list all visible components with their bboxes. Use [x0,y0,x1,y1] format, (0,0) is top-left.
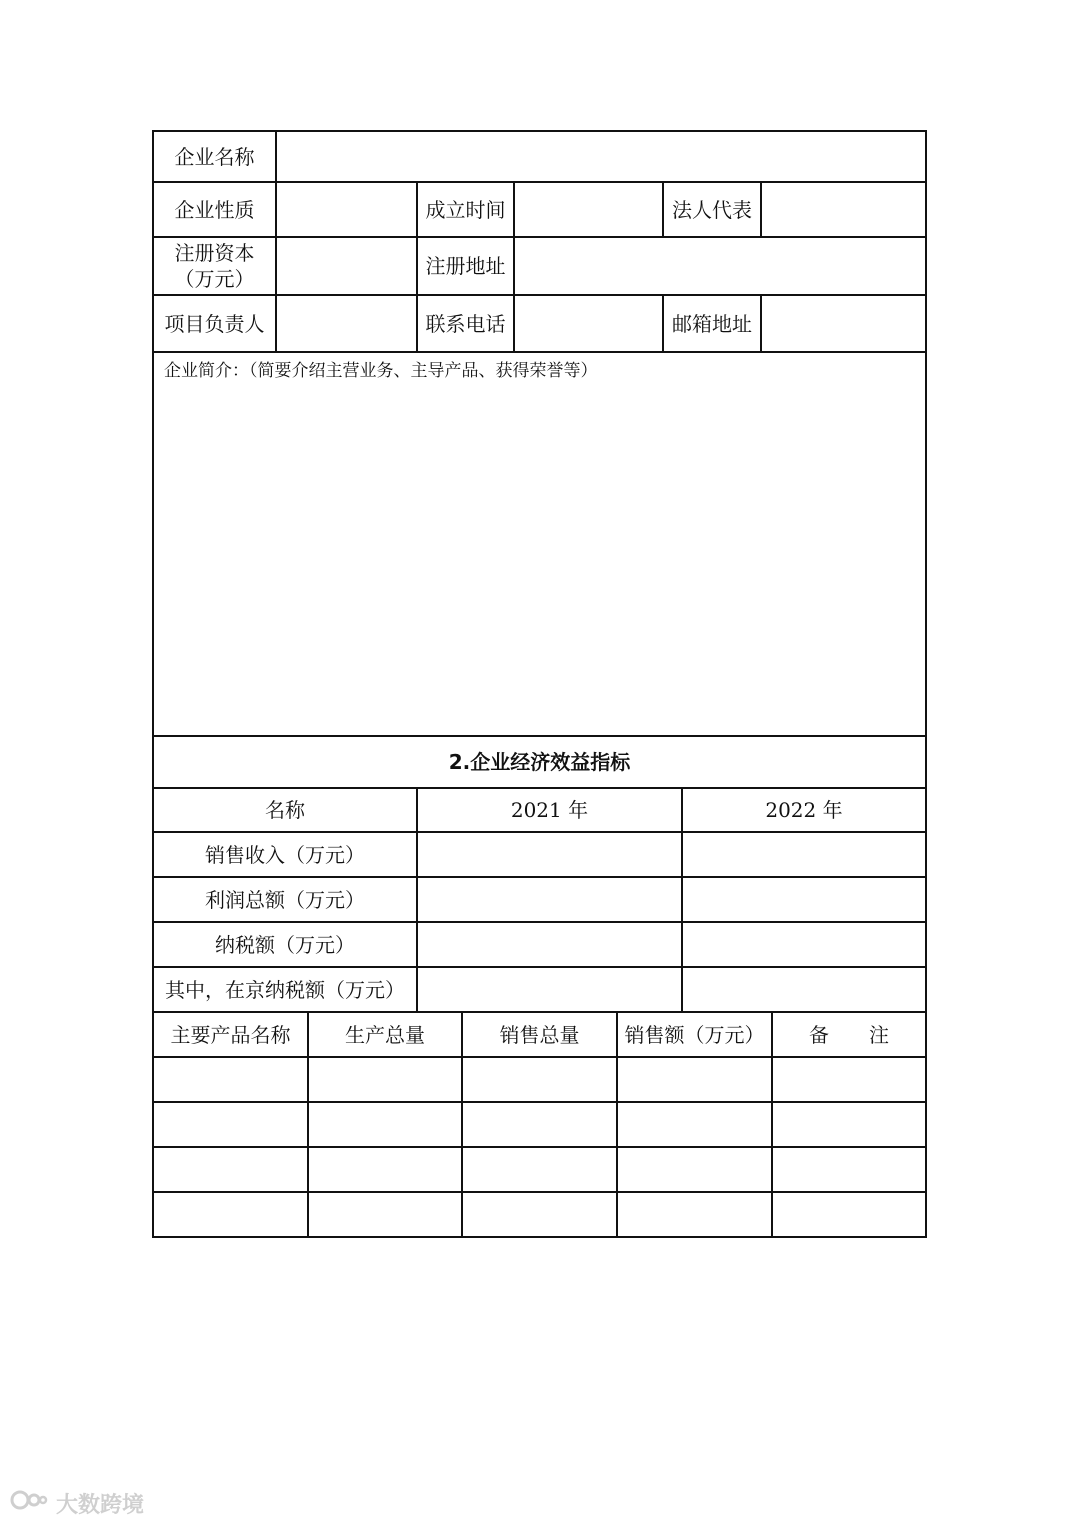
registered-capital-label [154,238,275,294]
project-lead-label: 项目负责人 [164,311,265,336]
company-type-label: 企业性质 [174,197,255,222]
products-cell[interactable] [309,1103,461,1146]
products-cell[interactable] [773,1058,925,1101]
contact-phone-field[interactable] [515,296,662,351]
products-cell[interactable] [618,1058,771,1101]
legal-rep-field[interactable] [762,183,925,236]
products-cell[interactable] [154,1148,307,1191]
founded-label: 成立时间 [425,197,506,222]
products-cell[interactable] [463,1148,616,1191]
economic-section-title: 2.企业经济效益指标 [448,750,631,774]
email-field[interactable] [762,296,925,351]
products-cell[interactable] [618,1193,771,1236]
company-name-label: 企业名称 [174,144,255,169]
economic-header-2022: 2022 年 [765,798,843,822]
economic-row-2021-field[interactable] [418,833,681,876]
products-cell[interactable] [463,1103,616,1146]
products-cell[interactable] [154,1193,307,1236]
table-border-bottom [152,1236,927,1238]
founded-field[interactable] [515,183,662,236]
company-intro-field[interactable] [154,385,925,735]
products-cell[interactable] [773,1193,925,1236]
products-cell[interactable] [618,1148,771,1191]
products-header-production: 生产总量 [345,1022,425,1047]
registered-capital-field[interactable] [277,238,416,294]
products-cell[interactable] [773,1103,925,1146]
products-cell[interactable] [154,1058,307,1101]
watermark [10,1488,144,1518]
economic-row-label: 销售收入（万元） [205,842,365,867]
products-header-sales-amount: 销售额（万元） [624,1022,765,1047]
registered-address-field[interactable] [515,238,925,294]
products-cell[interactable] [309,1148,461,1191]
economic-row-2022-field[interactable] [683,878,925,921]
registered-address-label: 注册地址 [425,254,506,278]
economic-row-label: 纳税额（万元） [215,932,355,957]
company-intro-label: 企业简介：（简要介绍主营业务、主导产品、获得荣誉等） [164,361,598,381]
economic-row-label: 利润总额（万元） [205,887,365,912]
products-cell[interactable] [618,1103,771,1146]
economic-row-2021-field[interactable] [418,968,681,1011]
economic-row-label: 其中，在京纳税额（万元） [165,977,405,1002]
economic-header-2021: 2021 年 [510,798,589,822]
legal-rep-label: 法人代表 [672,197,752,222]
project-lead-field[interactable] [277,296,416,351]
products-cell[interactable] [309,1193,461,1236]
economic-header-name: 名称 [265,798,305,822]
economic-row-2021-field[interactable] [418,878,681,921]
economic-row-2022-field[interactable] [683,833,925,876]
row-divider [152,351,927,353]
registered-capital-label-line2: （万元） [174,267,255,291]
economic-row-2022-field[interactable] [683,923,925,966]
products-cell[interactable] [463,1058,616,1101]
table-border-right [925,130,927,1238]
products-cell[interactable] [773,1148,925,1191]
watermark-text: 大数跨境 [56,1492,145,1518]
company-name-field[interactable] [277,132,925,181]
products-header-remarks: 备 注 [809,1022,889,1047]
company-type-field[interactable] [277,183,416,236]
email-label: 邮箱地址 [672,311,752,336]
contact-phone-label: 联系电话 [425,311,506,336]
products-header-name: 主要产品名称 [170,1022,291,1047]
weibo-style-logo-icon [10,1487,48,1519]
products-cell[interactable] [309,1058,461,1101]
registered-capital-label-line1: 注册资本 [174,241,255,265]
economic-row-2021-field[interactable] [418,923,681,966]
products-cell[interactable] [463,1193,616,1236]
products-header-sales-volume: 销售总量 [499,1022,580,1047]
economic-row-2022-field[interactable] [683,968,925,1011]
products-cell[interactable] [154,1103,307,1146]
